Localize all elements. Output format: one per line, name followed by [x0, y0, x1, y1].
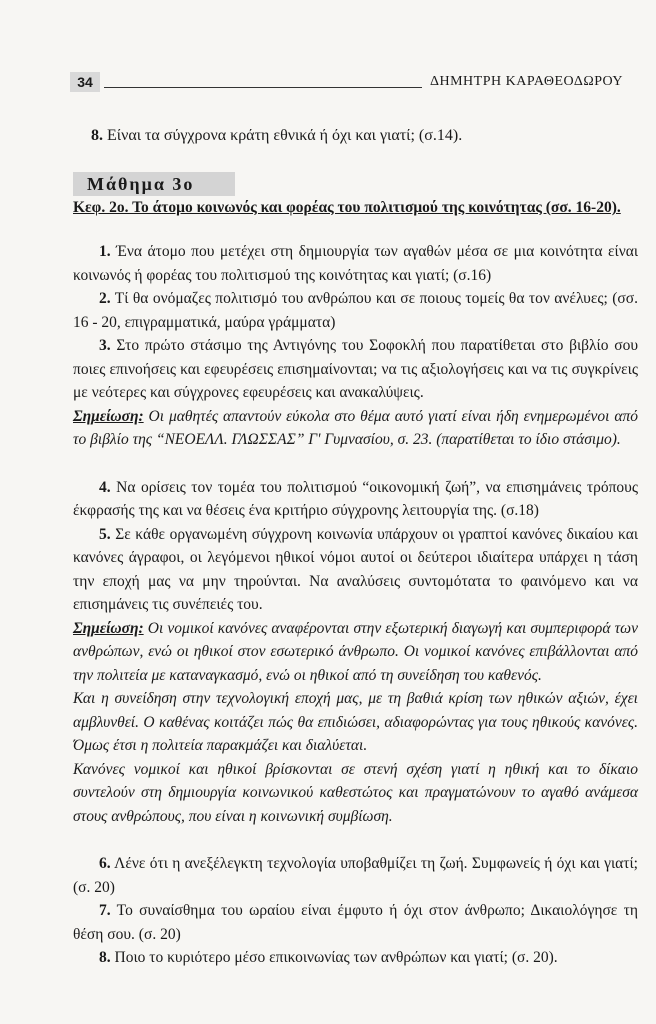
question-number: 5. — [99, 525, 111, 543]
question-2 — [73, 287, 638, 334]
header-rule — [104, 87, 422, 88]
question-text: Ένα άτομο που μετέχει στη δημιουργία των αγαθών μέσα σε μια κοινότητα είναι κοινωνός ή φορέας του πολιτισμού της κοινότητας και γιατί; (σ.16) — [73, 243, 638, 284]
question-text: Τί θα ονόμαζες πολιτισμό του ανθρώπου και σε ποιους τομείς θα τον ανέλυες; (σσ. 16 - 20, επιγραμματικά, μαύρα γράμματα) — [73, 290, 638, 331]
note-2-paragraph-3: Κανόνες νομικοί και ηθικοί βρίσκονται σε στενή σχέση γιατί η ηθική και το δίκαιο συντελούν στη δημιουργία κοινωνικού καθεστώτος και πραγματώνουν το αγαθό ανάμεσα στους ανθρώπους, που είναι η κοινωνική συμβίωση. — [73, 760, 638, 825]
note-label: Σημείωση: — [73, 619, 144, 637]
question-6 — [73, 852, 638, 899]
question-text: Να ορίσεις τον τομέα του πολιτισμού “οικονομική ζωή”, να επισημάνεις τρόπους έκφρασής της και να θέσεις ένα κριτήριο σύγχρονης λειτουργία της. (σ.18) — [73, 478, 638, 519]
question-number: 8. — [91, 127, 103, 144]
note-text: Οι μαθητές απαντούν εύκολα στο θέμα αυτό γιατί είναι ήδη ενημερωμένοι από το βιβλίο της “ΝΕΟΕΛΛ. ΓΛΩΣΣΑΣ” Γ' Γυμνασίου, σ. 23. (παρατίθεται το ίδιο στάσιμο). — [73, 407, 638, 448]
question-5 — [73, 523, 638, 617]
question-text: Λένε ότι η ανεξέλεγκτη τεχνολογία υποβαθμίζει τη ζωή. Συμφωνείς ή όχι και γιατί; (σ. 20) — [73, 855, 638, 896]
question-number: 2. — [99, 290, 111, 307]
page-number: 34 — [70, 72, 100, 92]
question-number: 7. — [99, 902, 111, 919]
note-2 — [73, 617, 638, 688]
question-text: Σε κάθε οργανωμένη σύγχρονη κοινωνία υπάρχουν οι γραπτοί κανόνες δικαίου και κανόνες άγραφοι, οι λεγόμενοι ηθικοί νόμοι αυτοί οι δεύτεροι ιδιαίτερα υπάρχει η τάση την εποχή μας να μην τηρούνται. Να αναλύσεις συντομότατα το φαινόμενο και να επισημάνεις τις συνέπειές του. — [73, 525, 638, 613]
spacer — [73, 828, 638, 852]
note-label: Σημείωση: — [73, 407, 144, 425]
question-text: Το συναίσθημα του ωραίου είναι έμφυτο ή όχι στον άνθρωπο; Δικαιολόγησε τη θέση σου. (σ. 20) — [73, 902, 638, 943]
question-number: 6. — [99, 855, 111, 872]
chapter-title: Κεφ. 2ο. Το άτομο κοινωνός και φορέας του πολιτισμού της κοινότητας (σσ. 16-20). — [73, 199, 621, 216]
question-number: 3. — [99, 337, 111, 354]
question-7 — [73, 899, 638, 946]
question-text: Είναι τα σύγχρονα κράτη εθνικά ή όχι και γιατί; (σ.14). — [103, 127, 463, 144]
spacer — [73, 452, 638, 476]
note-text: Οι νομικοί κανόνες αναφέρονται στην εξωτερική διαγωγή και συμπεριφορά των ανθρώπων, ενώ οι ηθικοί στον εσωτερικό άνθρωπο. Οι νομικοί κανόνες επιβάλλονται από την πολιτεία με καταναγκασμό, ενώ οι ηθικοί από τη συνείδηση του καθενός. — [73, 619, 638, 684]
lesson-title: Μάθημα 3ο — [73, 172, 235, 196]
question-number: 8. — [99, 949, 111, 966]
question-3 — [73, 334, 638, 405]
question-text: Στο πρώτο στάσιμο της Αντιγόνης του Σοφοκλή που παρατίθεται στο βιβλίο σου ποιες επινοήσεις και εφευρέσεις επισημαίνονται; να τις αξιολογήσεις και να τις συγκρίνεις με νεότερες και σύγχρονες εφευρέσεις και ανακαλύψεις. — [73, 337, 638, 401]
note-1 — [73, 405, 638, 452]
question-1 — [73, 240, 638, 287]
previous-question-8 — [91, 124, 462, 148]
questions-body — [73, 240, 638, 970]
question-number: 4. — [99, 478, 111, 496]
question-number: 1. — [99, 243, 111, 260]
question-text: Ποιο το κυριότερο μέσο επικοινωνίας των ανθρώπων και γιατί; (σ. 20). — [110, 949, 558, 966]
question-4 — [73, 476, 638, 523]
question-8 — [73, 946, 638, 970]
note-2-paragraph-2: Και η συνείδηση στην τεχνολογική εποχή μας, με τη βαθιά κρίση των ηθικών αξιών, έχει αμβλυνθεί. Ο καθένας κοιτάζει πώς θα επιδιώσει, αδιαφορώντας για τους ηθικούς κανόνες. Όμως έτσι η πολιτεία παρακμάζει και διαλύεται. — [73, 690, 638, 754]
running-header-author: ΔΗΜΗΤΡΗ ΚΑΡΑΘΕΟΔΩΡΟΥ — [430, 74, 624, 89]
